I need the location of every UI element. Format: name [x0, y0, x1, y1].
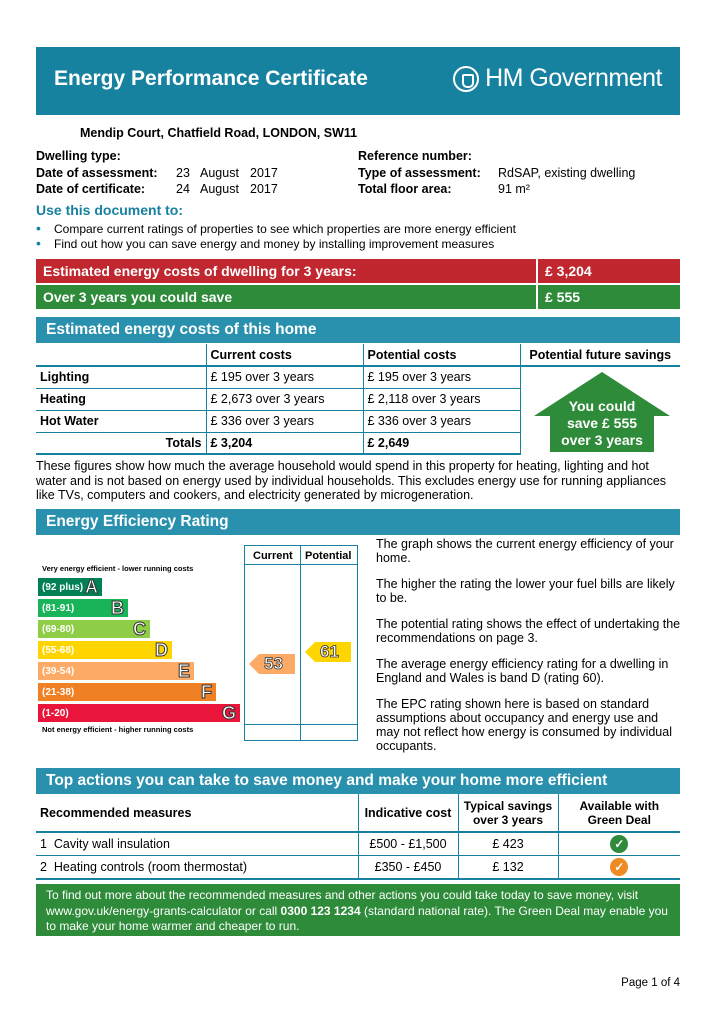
potential-cost: £ 336 over 3 years [363, 410, 520, 432]
band-letter: D [155, 640, 168, 660]
section-energy-costs: Estimated energy costs of this home [36, 317, 680, 343]
document-title: Energy Performance Certificate [54, 67, 368, 90]
more-info-text-2: (standard national rate). The Green Deal may enable you to make your home warmer and cheaper to run. [46, 903, 668, 933]
band-range: (39-54) [42, 666, 75, 677]
estimated-cost-value: £ 3,204 [538, 259, 680, 283]
column-header: Potential future savings [520, 344, 680, 366]
measure-saving: £ 423 [458, 832, 558, 856]
savings-line-1: You could [568, 398, 636, 414]
assessment-day: 23 [176, 166, 190, 180]
measure-number: 2 [40, 860, 47, 874]
orange-tick-icon: ✓ [610, 858, 628, 876]
measure-number: 1 [40, 837, 47, 851]
certificate-day: 24 [176, 182, 190, 196]
savings-line-3: over 3 years [561, 432, 643, 448]
band-letter: A [85, 577, 98, 597]
band-letter: C [133, 619, 146, 639]
band-letter: B [111, 598, 124, 618]
measure-cost: £500 - £1,500 [358, 832, 458, 856]
rating-columns [244, 545, 358, 741]
column-header: Typical savings over 3 years [458, 794, 558, 832]
assessment-type-label: Type of assessment: [358, 166, 481, 180]
floor-area-value: 91 m² [498, 182, 530, 196]
section-energy-rating: Energy Efficiency Rating [36, 509, 680, 535]
potential-cost: £ 195 over 3 years [363, 366, 520, 388]
rating-band-d [38, 641, 172, 659]
page-number: Page 1 of 4 [621, 977, 680, 989]
assessment-year: 2017 [250, 166, 278, 180]
rating-text: The average energy efficiency rating for a dwelling in England and Wales is band D (rating 60). [376, 657, 669, 685]
floor-area-label: Total floor area: [358, 182, 452, 196]
column-header: Recommended measures [36, 794, 358, 832]
totals-potential: £ 2,649 [363, 432, 520, 454]
table-row [36, 856, 680, 880]
current-cost: £ 2,673 over 3 years [206, 388, 363, 410]
measure-saving: £ 132 [458, 856, 558, 880]
current-cost: £ 336 over 3 years [206, 410, 363, 432]
more-info-box [36, 884, 680, 936]
green-tick-icon: ✓ [610, 835, 628, 853]
rating-band-a [38, 578, 102, 596]
rating-explanation [376, 537, 681, 765]
list-item: • Compare current ratings of properties to see which properties are more energy efficient [36, 222, 516, 237]
costs-explanation: These figures show how much the average household would spend in this property for heating, lighting and hot water and is not based on energy used by individual households. This excludes energy use for running appliances like TVs, computers and cookers, and electricity generated by microgeneration. [36, 459, 667, 502]
list-item: • Find out how you can save energy and money by installing improvement measures [36, 237, 516, 252]
row-label: Hot Water [36, 410, 206, 432]
dwelling-type-label: Dwelling type: [36, 149, 121, 163]
rating-band-f [38, 683, 216, 701]
use-document-list [36, 222, 516, 252]
actions-table [36, 794, 680, 880]
more-info-text: To find out more about the recommended measures and other actions you could take today to save money, visit www.gov.uk/energy-grants-calculator or call [46, 888, 639, 918]
potential-rating-arrow [305, 642, 351, 662]
rating-band-g [38, 704, 240, 722]
certificate-year: 2017 [250, 182, 278, 196]
measure-name: Cavity wall insulation [53, 837, 170, 851]
current-cost: £ 195 over 3 years [206, 366, 363, 388]
potential-cost: £ 2,118 over 3 years [363, 388, 520, 410]
band-range: (55-68) [42, 645, 75, 656]
rating-text: The higher the rating the lower your fuel bills are likely to be. [376, 577, 675, 605]
column-header: Current costs [206, 344, 363, 366]
row-label: Heating [36, 388, 206, 410]
table-row [36, 832, 680, 856]
property-address: Mendip Court, Chatfield Road, LONDON, SW11 [80, 126, 358, 140]
hm-government-logo [453, 64, 662, 93]
header-banner [36, 47, 680, 115]
savings-house-badge [534, 372, 670, 452]
certificate-month: August [200, 182, 239, 196]
savings-line-2: save £ 555 [566, 415, 638, 431]
rating-text: The graph shows the current energy efficiency of your home. [376, 537, 674, 565]
assessment-date-label: Date of assessment: [36, 166, 158, 180]
band-range: (92 plus) [42, 582, 84, 593]
could-save-bar [36, 285, 680, 309]
phone-number: 0300 123 1234 [280, 903, 361, 918]
reference-number-label: Reference number: [358, 149, 472, 163]
assessment-month: August [200, 166, 239, 180]
column-header: Available with Green Deal [558, 794, 680, 832]
totals-label: Totals [36, 432, 206, 454]
current-rating-value: 53 [264, 654, 283, 673]
band-range: (81-91) [42, 603, 75, 614]
current-column-header: Current [253, 550, 293, 562]
band-letter: G [221, 703, 236, 723]
rating-band-e [38, 662, 194, 680]
section-top-actions: Top actions you can take to save money and make your home more efficient [36, 768, 680, 794]
estimated-cost-bar [36, 259, 680, 283]
crest-icon [453, 66, 479, 92]
band-letter: E [177, 661, 190, 681]
band-range: (21-38) [42, 687, 75, 698]
estimated-cost-label: Estimated energy costs of dwelling for 3 years: [36, 259, 536, 283]
use-document-title: Use this document to: [36, 202, 184, 218]
band-letter: F [201, 682, 212, 702]
current-rating-arrow [249, 654, 295, 674]
column-header: Potential costs [363, 344, 520, 366]
column-header: Indicative cost [358, 794, 458, 832]
could-save-label: Over 3 years you could save [36, 285, 536, 309]
energy-rating-chart [36, 545, 358, 741]
assessment-type-value: RdSAP, existing dwelling [498, 166, 636, 180]
band-range: (69-80) [42, 624, 75, 635]
chart-bottom-note: Not energy efficient - higher running costs [42, 725, 194, 734]
certificate-date-label: Date of certificate: [36, 182, 146, 196]
totals-current: £ 3,204 [206, 432, 363, 454]
rating-band-b [38, 599, 128, 617]
could-save-value: £ 555 [538, 285, 680, 309]
potential-rating-value: 61 [320, 642, 339, 661]
measure-name: Heating controls (room thermostat) [53, 860, 248, 874]
band-range: (1-20) [42, 708, 69, 719]
rating-band-c [38, 620, 150, 638]
hm-government-text: HM Government [485, 64, 662, 92]
measure-cost: £350 - £450 [358, 856, 458, 880]
rating-text: The potential rating shows the effect of undertaking the recommendations on page 3. [376, 617, 681, 645]
row-label: Lighting [36, 366, 206, 388]
chart-top-note: Very energy efficient - lower running costs [42, 564, 194, 573]
potential-column-header: Potential [305, 550, 352, 562]
rating-text: The EPC rating shown here is based on standard assumptions about occupancy and energy use and may not reflect how energy is consumed by individual occupants. [376, 697, 672, 753]
